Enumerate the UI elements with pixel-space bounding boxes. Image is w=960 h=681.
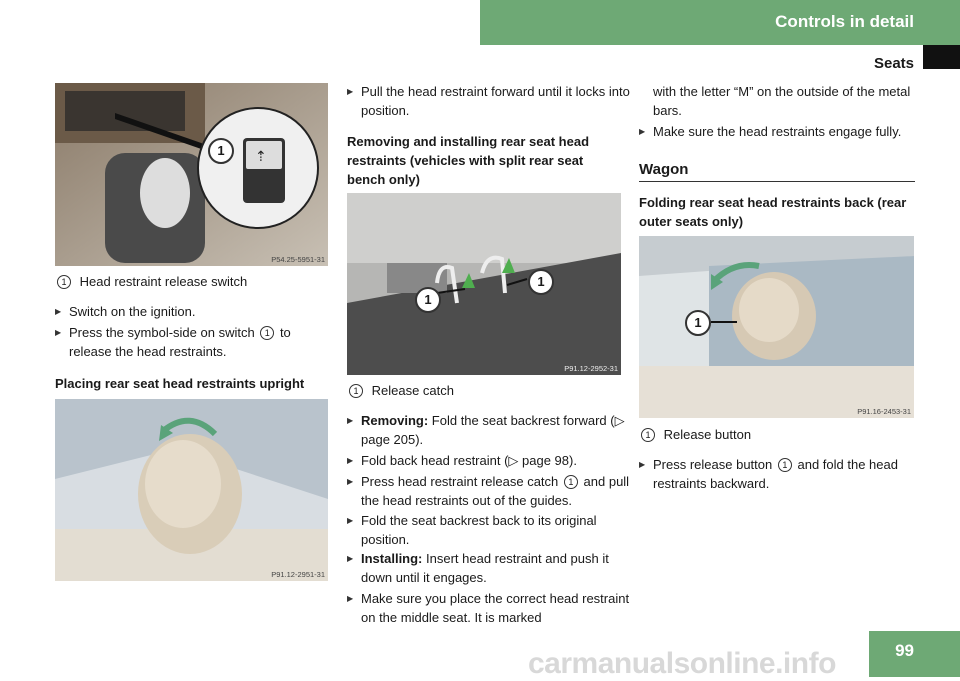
- section-heading-wagon: Wagon: [639, 161, 915, 182]
- section-tab-marker: [923, 45, 960, 69]
- figure-ref: P91.16-2453-31: [857, 407, 911, 416]
- inline-number: 1: [260, 326, 274, 340]
- figure-caption: [55, 272, 330, 291]
- figure-release-button: [639, 236, 914, 418]
- section-title: Seats: [873, 55, 914, 72]
- instruction-item: ▶ Pull the head restraint forward until it locks into position.: [347, 82, 631, 120]
- figure-callout-1b: 1: [528, 269, 554, 295]
- instruction-label: Installing:: [361, 551, 423, 566]
- instruction-item: [347, 549, 636, 587]
- instruction-label: Removing:: [361, 413, 429, 428]
- page-number-box: [869, 631, 960, 677]
- caption-text: Release button: [663, 427, 752, 442]
- svg-text:⇡: ⇡: [255, 149, 267, 165]
- instruction-item: [639, 455, 929, 493]
- figure-release-switch: [55, 83, 328, 266]
- chapter-title: Controls in detail: [775, 12, 914, 31]
- instruction-text: and fold the head restraints backward.: [653, 457, 898, 491]
- figure-ref: P91.12-2952-31: [564, 364, 618, 373]
- subheading: Placing rear seat head restraints upright: [55, 376, 305, 391]
- instruction-text: Press head restraint release catch: [361, 474, 559, 489]
- figure-caption: [347, 381, 617, 400]
- inline-number: 1: [564, 475, 578, 489]
- figure-caption: [639, 425, 915, 444]
- instruction-item: ▶ Fold back head restraint (▷ page 98).: [347, 451, 636, 470]
- figure-ref: P54.25-5951-31: [271, 255, 325, 264]
- figure-callout-1: 1: [685, 310, 711, 336]
- subheading: Removing and installing rear seat head restraints (vehicles with split rear seat bench only): [347, 134, 590, 187]
- instruction-text: Fold the seat backrest forward (▷ page 205).: [361, 413, 625, 447]
- page-number: 99: [895, 641, 914, 660]
- watermark: carmanualsonline.info: [528, 647, 836, 680]
- instruction-item: [55, 323, 331, 361]
- instruction-text: Press the symbol-side on switch: [69, 325, 255, 340]
- figure-release-catch: [347, 193, 621, 375]
- instruction-item: [347, 472, 636, 510]
- subheading: Folding rear seat head restraints back (rear outer seats only): [639, 195, 907, 229]
- instruction-text: Insert head restraint and push it down until it engages.: [361, 551, 609, 585]
- caption-text: Release catch: [371, 383, 455, 398]
- instruction-text: and pull the head restraints out of the guides.: [361, 474, 630, 508]
- caption-number: 1: [57, 275, 71, 289]
- instruction-text: to release the head restraints.: [69, 325, 291, 359]
- instruction-item: ▶ Make sure the head restraints engage fully.: [639, 122, 933, 141]
- instruction-text: Press release button: [653, 457, 773, 472]
- caption-number: 1: [349, 384, 363, 398]
- figure-headrest-upright: [55, 399, 328, 581]
- instruction-item: ▶ Fold the seat backrest back to its original position.: [347, 511, 636, 549]
- instruction-item: ▶ Switch on the ignition.: [55, 302, 339, 321]
- caption-text: Head restraint release switch: [79, 274, 248, 289]
- inline-number: 1: [778, 458, 792, 472]
- figure-callout-1a: 1: [415, 287, 441, 313]
- caption-number: 1: [641, 428, 655, 442]
- continued-text: with the letter “M” on the outside of the metal bars.: [653, 84, 911, 118]
- instruction-item: [347, 411, 636, 449]
- instruction-item: ▶ Make sure you place the correct head restraint on the middle seat. It is marked: [347, 589, 631, 627]
- figure-callout-1: 1: [208, 138, 234, 164]
- figure-ref: P91.12-2951-31: [271, 570, 325, 579]
